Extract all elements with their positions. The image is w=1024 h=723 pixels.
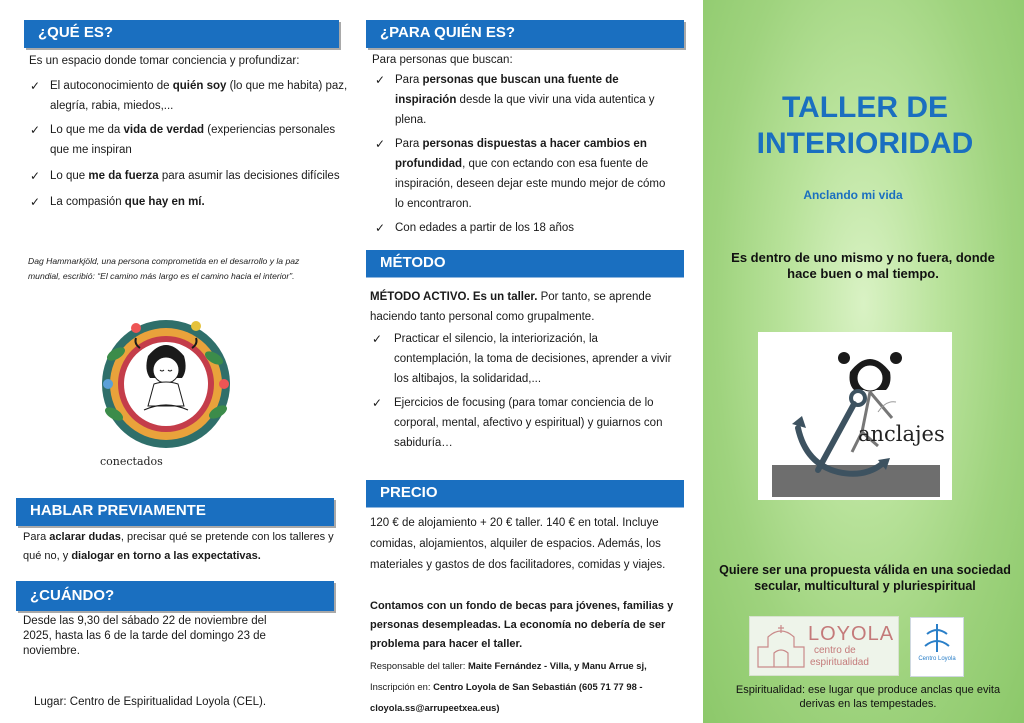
cover-quote: Es dentro de uno mismo y no fuera, donde hace buen o mal tiempo. [731, 250, 995, 281]
conectados-illustration [96, 314, 236, 482]
list-item: ✓ Lo que me da vida de verdad (experiencias personales que me inspiran [28, 120, 350, 160]
list-item: ✓ Ejercicios de focusing (para tomar conciencia de lo corporal, mental, afectivo y espiritual) y guiarnos con sabiduría… [370, 393, 675, 453]
que-es-list [28, 76, 350, 216]
que-es-intro: Es un espacio donde tomar conciencia y profundizar: [29, 55, 300, 67]
check-icon: ✓ [30, 123, 41, 137]
para-quien-intro: Para personas que buscan: [372, 54, 513, 66]
cover-subtitle: Anclando mi vida [803, 188, 903, 202]
check-icon: ✓ [30, 169, 41, 183]
loyola-logo [749, 616, 899, 676]
cover-title: TALLER DE INTERIORIDAD [756, 91, 974, 160]
list-item: ✓ Lo que me da fuerza para asumir las decisiones difíciles [28, 166, 350, 186]
check-icon: ✓ [30, 79, 41, 93]
check-icon: ✓ [375, 73, 386, 87]
anclajes-image [758, 332, 952, 500]
metodo-header: MÉTODO [366, 250, 684, 278]
check-icon: ✓ [375, 137, 386, 151]
anclajes-caption: anclajes [858, 422, 945, 446]
precio-text: 120 € de alojamiento + 20 € taller. 140 € en total. Incluye comidas, alojamientos, alquiler de espacios. Además, los materiales y gastos de dos facilitadores, comidas y viajes. [370, 517, 666, 571]
responsable-text: Responsable del taller: Maite Fernández - Villa, y Manu Arrue sj, Inscripción en: Centro Loyola de San Sebastián (605 71 77 98 - cloyola.ss@arrupeetxea.eus) [370, 660, 647, 713]
check-icon: ✓ [30, 195, 41, 209]
loyola-logo-line2: centro de [814, 645, 856, 656]
cuando-text: Desde las 9,30 del sábado 22 de noviembre del 2025, hasta las 6 de la tarde del domingo 23 de noviembre. [23, 615, 267, 657]
centro-loyola-logo-text: Centro Loyola [918, 656, 956, 662]
cover-panel [703, 0, 1024, 723]
loyola-logo-line3: espiritualidad [810, 657, 869, 668]
loyola-logo-line1: LOYOLA [808, 623, 895, 645]
list-item: ✓ Para personas que buscan una fuente de inspiración desde la que vivir una vida autentica y plena. [373, 70, 673, 130]
hablar-header: HABLAR PREVIAMENTE [16, 498, 334, 526]
list-item: ✓ El autoconocimiento de quién soy (lo que me habita) paz, alegría, rabia, miedos,... [28, 76, 350, 116]
cuando-header: ¿CUÁNDO? [16, 581, 334, 611]
conectados-caption: conectados [100, 455, 163, 468]
para-quien-header: ¿PARA QUIÉN ES? [366, 20, 684, 48]
hablar-text: Para aclarar dudas, precisar qué se pretende con los talleres y qué no, y dialogar en torno a las expectativas. [23, 531, 334, 562]
metodo-list [370, 329, 675, 457]
cover-proposal: Quiere ser una propuesta válida en una sociedad secular, multicultural y pluriespiritual [719, 563, 1011, 593]
hammarskjold-quote: Dag Hammarkjöld, una persona comprometida en el desarrollo y la paz mundial, escribió: “El camino más largo es el camino hacia el interior”. [28, 256, 300, 281]
precio-becas: Contamos con un fondo de becas para jóvenes, familias y personas desempleadas. La economía no debería de ser problema para hacer el taller. [370, 600, 674, 650]
que-es-header: ¿QUÉ ES? [24, 20, 339, 48]
para-quien-list [373, 70, 673, 242]
check-icon: ✓ [372, 396, 383, 410]
cover-footer: Espiritualidad: ese lugar que produce anclas que evita derivas en las tempestades. [735, 684, 1001, 710]
list-item: ✓ La compasión que hay en mí. [28, 192, 350, 212]
list-item: ✓ Con edades a partir de los 18 años [373, 218, 673, 238]
precio-header: PRECIO [366, 480, 684, 508]
centro-loyola-logo [910, 617, 964, 677]
check-icon: ✓ [372, 332, 383, 346]
list-item: ✓ Practicar el silencio, la interiorización, la contemplación, la toma de decisiones, aprender a vivir los altibajos, la solidaridad,... [370, 329, 675, 389]
list-item: ✓ Para personas dispuestas a hacer cambios en profundidad, que con ectando con esa fuente de inspiración, deseen dejar este mundo mejor de cómo lo encontraron. [373, 134, 673, 214]
lugar-text: Lugar: Centro de Espiritualidad Loyola (CEL). [34, 696, 267, 708]
check-icon: ✓ [375, 221, 386, 235]
metodo-intro: MÉTODO ACTIVO. Es un taller. Por tanto, se aprende haciendo tanto personal como grupalmente. [370, 291, 652, 323]
